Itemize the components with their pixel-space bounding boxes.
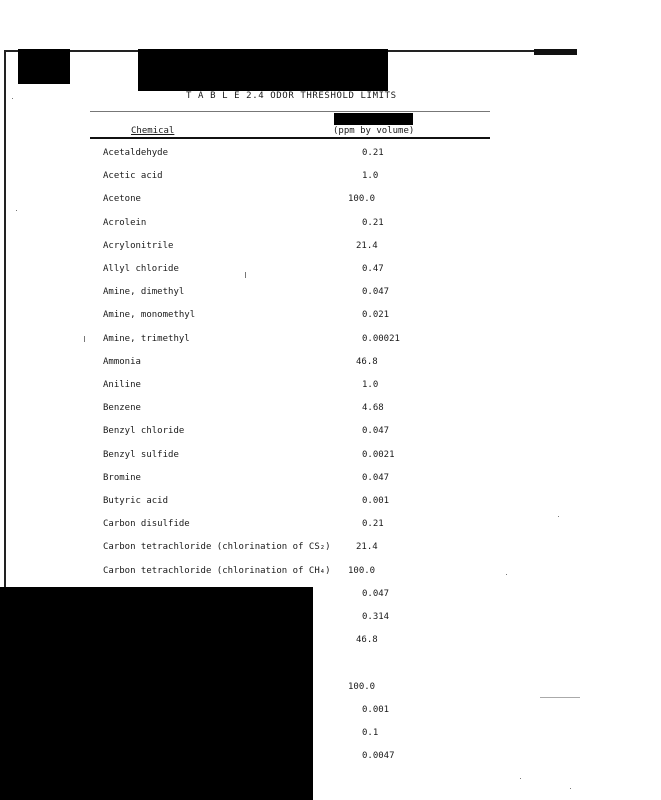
chemical-name: Carbon disulfide [103,519,190,529]
chemical-name: Amine, trimethyl [103,334,190,344]
chemical-name: Acetic acid [103,171,163,181]
scan-speck [520,778,521,779]
scan-speck [570,788,571,789]
chemical-name: Ammonia [103,357,141,367]
scan-speck [245,272,246,278]
chemical-name: Benzyl chloride [103,426,185,436]
table-row [0,241,661,255]
threshold-value: 1.0 [362,380,379,390]
threshold-value: 0.001 [362,705,390,715]
threshold-value: 0.21 [362,519,384,529]
chemical-name: Carbon tetrachloride (chlorination of CS₂) [103,542,331,552]
chemical-name: Benzyl sulfide [103,450,179,460]
threshold-value: 21.4 [356,241,378,251]
table-row [0,542,661,556]
threshold-value: 0.21 [362,218,384,228]
table-row [0,751,661,765]
threshold-value: 0.021 [362,310,390,320]
table-row [0,287,661,301]
threshold-value: 0.314 [362,612,390,622]
table-row [0,589,661,603]
table-row [0,357,661,371]
threshold-value: 0.047 [362,287,390,297]
table-row [0,380,661,394]
scan-speck [12,98,13,99]
chemical-name: Butyric acid [103,496,169,506]
scan-speck [540,697,580,698]
threshold-value: 0.0021 [362,450,395,460]
table-row [0,682,661,696]
scan-speck [84,336,85,342]
threshold-value: 0.47 [362,264,384,274]
threshold-value: 0.047 [362,426,390,436]
chemical-name: Acetaldehyde [103,148,169,158]
table-row [0,473,661,487]
chemical-name: Bromine [103,473,141,483]
header-rule [90,137,490,139]
threshold-value: 21.4 [356,542,378,552]
scan-speck [506,574,507,575]
table-row [0,334,661,348]
chemical-name: Amine, monomethyl [103,310,196,320]
table-row [0,519,661,533]
table-row [0,612,661,626]
threshold-value: 0.1 [362,728,379,738]
threshold-value: 100.0 [348,566,376,576]
title-rule [90,111,490,112]
table-row [0,148,661,162]
redaction-block [138,49,388,91]
table-row [0,171,661,185]
table-row [0,426,661,440]
threshold-value: 0.0047 [362,751,395,761]
table-row [0,264,661,278]
threshold-value: 0.001 [362,496,390,506]
chemical-name: Acrolein [103,218,147,228]
threshold-value: 46.8 [356,635,378,645]
scan-speck [16,210,17,211]
chemical-name: Carbon tetrachloride (chlorination of CH₄) [103,566,331,576]
chemical-name: Acetone [103,194,141,204]
table-row [0,728,661,742]
redaction-block [334,113,413,125]
table-row [0,218,661,232]
redaction-block [18,49,70,84]
table-row [0,496,661,510]
threshold-value: 0.047 [362,589,390,599]
chemical-column-header: Chemical [131,126,175,136]
threshold-value: 100.0 [348,194,376,204]
chemical-name: Benzene [103,403,141,413]
table-row [0,705,661,719]
chemical-name: Aniline [103,380,141,390]
scan-speck [558,516,559,517]
unit-column-header: (ppm by volume) [333,126,415,136]
chemical-name: Acrylonitrile [103,241,174,251]
chemical-name: Allyl chloride [103,264,179,274]
threshold-value: 46.8 [356,357,378,367]
threshold-value: 0.00021 [362,334,400,344]
table-row [0,310,661,324]
top-border-mark [534,49,577,55]
table-row [0,658,661,672]
table-row [0,635,661,649]
chemical-name: Amine, dimethyl [103,287,185,297]
table-row [0,403,661,417]
threshold-value: 0.21 [362,148,384,158]
table-row [0,566,661,580]
table-row [0,194,661,208]
threshold-value: 100.0 [348,682,376,692]
threshold-value: 4.68 [362,403,384,413]
threshold-value: 0.047 [362,473,390,483]
table-title: T A B L E 2.4 ODOR THRESHOLD LIMITS [186,91,397,101]
threshold-value: 1.0 [362,171,379,181]
table-row [0,450,661,464]
